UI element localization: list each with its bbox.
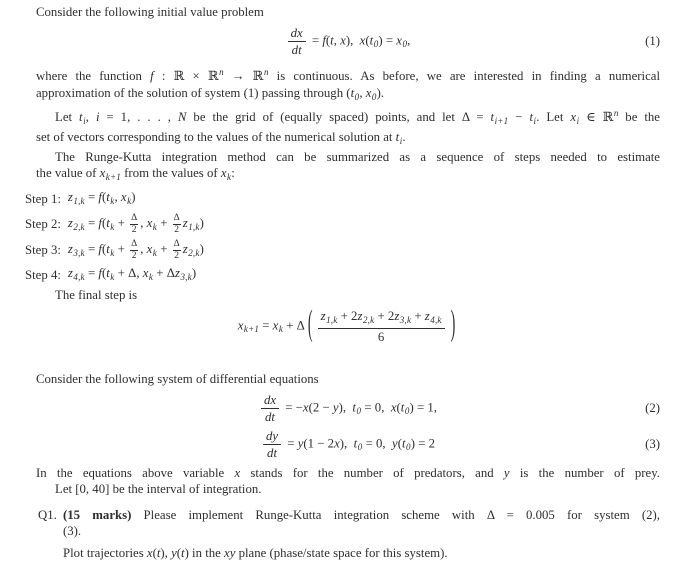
math-token: − <box>508 110 530 124</box>
math-token: 4,k <box>73 272 85 282</box>
math-token: z <box>394 308 400 323</box>
math-token: is continuous. As before, we are interested in finding a numerical <box>268 69 660 83</box>
math-token: f <box>98 215 102 230</box>
math-token: z <box>67 215 73 230</box>
step-label: Step 4: <box>25 268 61 282</box>
math-token: y <box>392 435 398 450</box>
equation-final <box>36 305 660 347</box>
intro-line: Consider the following initial value problem <box>36 5 264 19</box>
math-token: , <box>407 32 411 47</box>
math-token: Δ <box>173 238 180 249</box>
math-token: 2 <box>174 224 180 235</box>
question-body <box>63 507 660 561</box>
paragraph-line <box>36 85 660 105</box>
paragraph-line <box>36 64 660 85</box>
math-token: x <box>365 86 372 100</box>
math-token: t <box>79 110 83 124</box>
math-token: = 0, <box>361 399 391 414</box>
system-intro-line: Consider the following system of differential equations <box>36 372 319 386</box>
math-token: , <box>333 32 341 47</box>
math-token: from the values of <box>120 166 221 180</box>
math-token: 3,k <box>73 247 85 258</box>
math-token: x <box>120 190 127 204</box>
math-token: = <box>84 266 99 280</box>
math-token: + <box>157 215 171 230</box>
math-token <box>130 240 138 261</box>
step-row-2 <box>25 211 660 237</box>
math-token: f <box>98 190 102 204</box>
equation-2-tag: (2) <box>645 401 660 415</box>
math-token: xy <box>224 546 236 560</box>
math-token: = <box>84 190 99 204</box>
math-token: z <box>67 266 73 280</box>
math-token: ( <box>325 32 331 47</box>
math-token: x <box>146 546 153 560</box>
math-token: set of vectors corresponding to the values of the numerical solution at <box>36 130 396 144</box>
math-token: ) <box>199 241 204 256</box>
math-token: t <box>401 435 406 450</box>
math-token: k <box>152 247 157 258</box>
math-token: i <box>576 116 580 126</box>
math-token: x <box>220 166 227 180</box>
math-token: f <box>322 32 326 47</box>
math-token: k+1 <box>243 323 260 334</box>
math-token: In the equations above variable <box>36 466 235 480</box>
math-token: x <box>237 317 244 332</box>
math-token: . <box>402 130 406 144</box>
math-token: ) <box>199 215 204 230</box>
math-token: 0 <box>357 441 363 452</box>
math-token <box>288 26 306 57</box>
math-token: (1 − 2 <box>303 435 335 450</box>
math-token: ( <box>176 546 182 560</box>
step-math <box>68 265 196 285</box>
paragraph-line <box>36 465 660 481</box>
paragraph-line: Let [0, 40] be the interval of integration. <box>55 482 262 496</box>
math-token: i+1 <box>494 116 509 126</box>
math-token: = 1, . . . , <box>99 110 178 124</box>
math-token: z <box>67 241 73 256</box>
math-token: k <box>152 221 157 232</box>
math-token: t <box>529 110 533 124</box>
math-token: (15 marks) <box>63 508 132 522</box>
math-token: ), <box>338 399 353 414</box>
math-token: , <box>359 86 366 100</box>
math-token: = <box>308 32 323 47</box>
math-token: 1,k <box>188 221 200 232</box>
math-token: ( <box>101 241 107 256</box>
step-row-1 <box>25 187 660 211</box>
math-token: 6 <box>377 329 385 344</box>
math-token: ℝ <box>602 110 614 125</box>
math-token: x <box>334 435 340 450</box>
step-label: Step 1: <box>25 192 61 206</box>
math-token: y <box>171 546 177 560</box>
math-token: z <box>182 215 188 230</box>
math-token: x <box>390 399 397 414</box>
math-token: dt <box>265 409 275 424</box>
math-token: t <box>106 266 110 280</box>
math-token: ) = 2 <box>410 435 436 450</box>
math-token: ) = <box>378 32 397 47</box>
math-token: → <box>223 69 253 83</box>
math-token: ) in the <box>184 546 225 560</box>
math-token: x <box>302 399 309 414</box>
math-token: ℝ <box>252 69 264 84</box>
math-token: = 0, <box>362 435 393 450</box>
math-token: + <box>114 215 129 230</box>
paragraph-line <box>36 129 660 149</box>
math-token: dt <box>291 42 302 57</box>
math-token: n <box>263 67 269 77</box>
math-token: f <box>150 69 154 83</box>
math-token: 0 <box>406 441 411 452</box>
step-math <box>68 189 136 209</box>
math-token: ( <box>365 32 370 47</box>
math-token: = <box>284 435 298 450</box>
section-gap <box>36 347 660 371</box>
math-token: t <box>352 399 356 414</box>
math-token: y <box>332 399 339 414</box>
math-token <box>261 393 279 424</box>
math-token: , <box>140 215 147 230</box>
math-token: t <box>106 241 110 256</box>
math-token: z <box>357 308 363 323</box>
math-token: i <box>83 116 86 126</box>
math-token: t <box>181 546 185 560</box>
math-token: ), <box>345 32 360 47</box>
math-token: n <box>613 108 619 118</box>
math-token: the value of <box>36 166 100 180</box>
math-token: ( <box>152 546 157 560</box>
math-token: k <box>110 247 115 258</box>
math-token: dx <box>263 392 277 407</box>
math-token: (2 − <box>308 399 333 414</box>
final-step-intro: The final step is <box>55 288 138 302</box>
math-token: x <box>396 32 402 47</box>
math-token: is the number of prey. <box>509 466 660 480</box>
equation-1-tag: (1) <box>645 34 660 48</box>
math-token: + <box>157 241 171 256</box>
math-token: y <box>297 435 304 450</box>
equation-1-body <box>286 26 411 57</box>
math-token: Δ <box>131 238 138 249</box>
math-token: + Δ <box>283 317 305 332</box>
math-token: 1,k <box>326 314 338 325</box>
step-row-4 <box>25 263 660 287</box>
math-token: dt <box>267 445 278 460</box>
math-token: : <box>153 69 174 83</box>
math-token: x <box>359 32 366 47</box>
math-token: , <box>85 110 96 124</box>
math-token: , <box>114 190 121 204</box>
math-token: ℝ <box>207 69 219 84</box>
math-token: + 2 <box>337 308 358 323</box>
equation-1 <box>36 24 660 58</box>
equation-2 <box>36 391 660 425</box>
math-token: = <box>84 241 99 256</box>
math-token: be the <box>618 110 660 124</box>
math-token: Δ <box>173 212 180 223</box>
paragraph-line <box>36 105 660 129</box>
math-token: 0 <box>404 405 410 416</box>
math-token: ( <box>307 306 313 345</box>
math-token: 0 <box>356 405 362 416</box>
math-token: ( <box>101 266 107 280</box>
math-token: x <box>272 317 279 332</box>
math-token <box>173 214 181 235</box>
math-token: , <box>140 241 147 256</box>
math-token: N <box>177 110 187 124</box>
math-token: ( <box>101 215 107 230</box>
math-token: x <box>234 466 241 480</box>
math-token: ) = 1, <box>409 399 438 414</box>
math-token: 2 <box>131 250 137 261</box>
math-token: i <box>95 110 100 124</box>
math-token: n <box>219 67 224 77</box>
math-token: 3,k <box>399 314 412 325</box>
math-token: x <box>340 32 346 47</box>
question-item <box>38 507 660 561</box>
math-token: 2 <box>174 250 180 261</box>
question-label: Q1. <box>38 508 57 522</box>
math-token: ( <box>396 399 401 414</box>
math-token: i <box>533 116 537 126</box>
math-token: + Δ, <box>114 266 143 280</box>
step-row-3 <box>25 237 660 263</box>
math-token: i <box>399 136 403 146</box>
math-token: be the grid of (equally spaced) points, and let Δ = <box>186 110 491 124</box>
paragraph-line <box>36 165 660 185</box>
math-token: ( <box>101 190 107 204</box>
math-token: f <box>98 241 102 256</box>
equation-3 <box>36 427 660 461</box>
math-token: = <box>84 215 99 230</box>
math-token: 4,k <box>430 314 442 325</box>
math-token: z <box>320 308 326 323</box>
math-token: 2,k <box>73 221 85 232</box>
math-token: ) <box>191 266 197 280</box>
math-token: Plot trajectories <box>63 546 147 560</box>
math-token: t <box>395 130 400 144</box>
math-token: dx <box>290 25 303 40</box>
math-token: = <box>259 317 273 332</box>
math-token: ∈ <box>579 110 603 124</box>
math-token: k <box>278 323 284 334</box>
math-token: z <box>67 190 73 204</box>
math-token: t <box>330 32 334 47</box>
math-token <box>318 309 445 344</box>
math-token: 2,k <box>188 247 200 258</box>
math-token: t <box>106 215 110 230</box>
math-token: 1,k <box>73 196 85 206</box>
math-token: + 2 <box>374 308 395 323</box>
math-token: t <box>400 399 405 414</box>
math-token: x <box>146 241 153 256</box>
math-token: k <box>148 272 154 282</box>
math-token: = − <box>282 399 303 414</box>
math-token: y <box>503 466 510 480</box>
math-token: approximation of the solution of system (1) passing through ( <box>36 86 351 100</box>
math-token: k <box>110 196 115 206</box>
math-token: t <box>369 32 374 47</box>
question-line <box>63 545 660 561</box>
math-token: ), <box>160 546 172 560</box>
math-token: x <box>146 215 153 230</box>
math-token: 3,k <box>180 272 192 282</box>
math-token: k <box>127 196 132 206</box>
math-token: 0 <box>373 38 379 49</box>
step-math <box>68 214 204 235</box>
math-token: 2,k <box>362 314 375 325</box>
runge-kutta-steps <box>25 187 660 287</box>
math-token: ) <box>131 190 136 204</box>
math-token: Please implement Runge-Kutta integration scheme with Δ = 0.005 for system (2), <box>131 508 660 522</box>
math-token: x <box>142 266 149 280</box>
math-token: x <box>570 110 577 124</box>
step-label: Step 2: <box>25 217 61 231</box>
math-token: : <box>231 166 235 180</box>
math-token: Δ <box>131 212 138 223</box>
math-token: 0 <box>402 38 408 49</box>
math-token: Let <box>55 110 80 124</box>
math-token: plane (phase/state space for this system). <box>235 546 448 560</box>
math-token: k <box>110 221 115 232</box>
math-token <box>173 240 181 261</box>
math-token: + <box>411 308 425 323</box>
math-token: z <box>424 308 430 323</box>
math-token: dy <box>265 428 279 443</box>
math-token: t <box>156 546 161 560</box>
equation-3-body <box>261 429 435 460</box>
math-token <box>130 214 138 235</box>
math-token: ) <box>450 306 456 345</box>
math-token: + <box>114 241 129 256</box>
math-token: k+1 <box>105 172 121 182</box>
equation-final-body <box>237 306 459 345</box>
math-token: 2 <box>131 224 137 235</box>
math-token: x <box>99 166 106 180</box>
math-token: ℝ <box>173 69 185 84</box>
math-token: k <box>110 272 115 282</box>
math-token: t <box>350 86 355 100</box>
math-token: + Δ <box>153 266 175 280</box>
math-token: where the function <box>36 69 151 83</box>
step-math <box>68 240 204 261</box>
math-token: stands for the number of predators, and <box>240 466 504 480</box>
math-token: . Let <box>536 110 571 124</box>
math-token: 0 <box>354 92 360 102</box>
paragraph-line: The Runge-Kutta integration method can be summarized as a sequence of steps needed to estimate <box>55 150 660 164</box>
math-token: f <box>98 266 102 280</box>
math-token: t <box>106 190 110 204</box>
math-token: k <box>227 172 232 182</box>
math-token <box>263 429 281 460</box>
question-line: (3). <box>63 524 82 538</box>
math-token: × <box>184 69 208 83</box>
math-token: z <box>174 266 180 280</box>
question-line <box>63 507 660 523</box>
equation-3-tag: (3) <box>645 437 660 451</box>
step-label: Step 3: <box>25 243 61 257</box>
math-token: t <box>353 435 358 450</box>
math-token: 0 <box>371 92 377 102</box>
math-token: ). <box>376 86 385 100</box>
math-token: ), <box>339 435 354 450</box>
math-token: t <box>490 110 495 124</box>
math-token: z <box>182 241 188 256</box>
equation-2-body <box>259 393 437 424</box>
math-token: ( <box>397 435 402 450</box>
